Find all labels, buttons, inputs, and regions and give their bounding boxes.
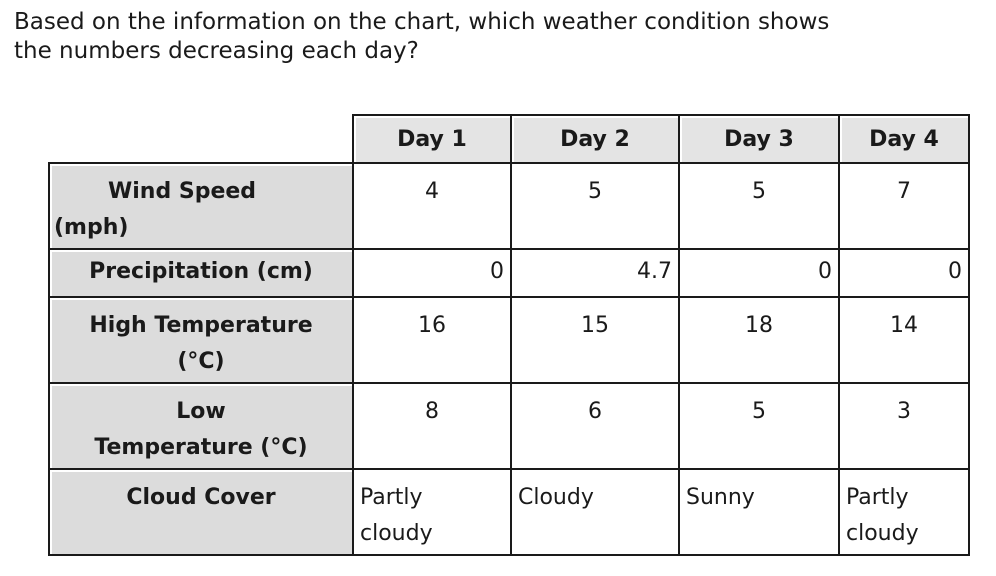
table-cell: 0 [353,249,511,297]
header-day-1: Day 1 [353,115,511,163]
table-cell: 15 [511,297,679,383]
row-label-wind-speed: Wind Speed (mph) [49,163,353,249]
table-cell: Partly cloudy [839,469,969,555]
table-cell: 16 [353,297,511,383]
weather-table [48,114,970,556]
table-cell: Sunny [679,469,839,555]
row-label-low-temperature: Low Temperature (°C) [49,383,353,469]
table-cell: Cloudy [511,469,679,555]
table-cell: 3 [839,383,969,469]
table-cell: 18 [679,297,839,383]
table-row [49,163,969,249]
table-header-row [49,115,969,163]
table-cell: 0 [839,249,969,297]
table-row [49,469,969,555]
question-line-2: the numbers decreasing each day? [14,38,419,64]
table-cell: 5 [679,383,839,469]
question-text [14,8,894,66]
table-cell: 4 [353,163,511,249]
table-row [49,297,969,383]
header-day-3: Day 3 [679,115,839,163]
table-row [49,383,969,469]
table-cell: 4.7 [511,249,679,297]
row-label-high-temperature: High Temperature (°C) [49,297,353,383]
table-cell: 6 [511,383,679,469]
table-cell: 0 [679,249,839,297]
table-cell: 14 [839,297,969,383]
table-cell: 7 [839,163,969,249]
header-day-4: Day 4 [839,115,969,163]
table-cell: 8 [353,383,511,469]
table-cell: 5 [679,163,839,249]
table-cell: Partly cloudy [353,469,511,555]
row-label-precipitation: Precipitation (cm) [49,249,353,297]
table-corner-cell [49,115,353,163]
table-cell: 5 [511,163,679,249]
table-row [49,249,969,297]
question-line-1: Based on the information on the chart, which weather condition shows [14,9,830,35]
row-label-cloud-cover: Cloud Cover [49,469,353,555]
header-day-2: Day 2 [511,115,679,163]
